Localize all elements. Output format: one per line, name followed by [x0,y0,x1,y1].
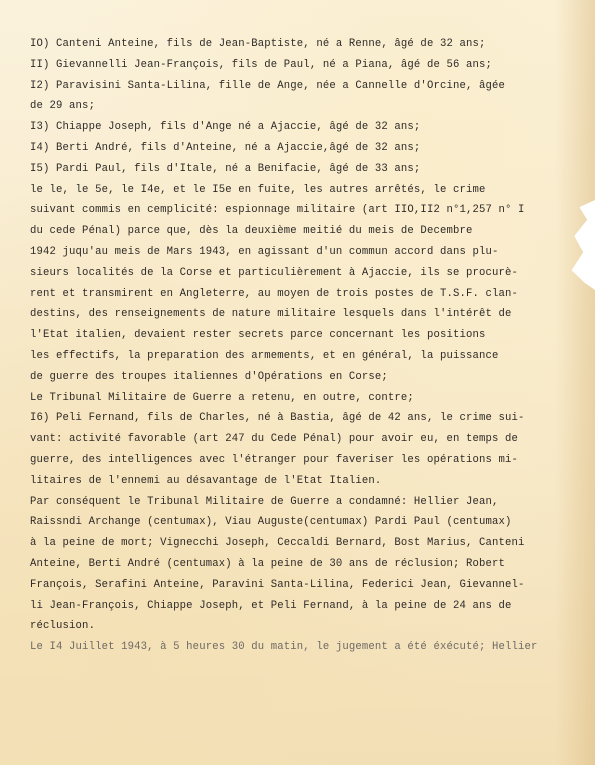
text-line-29: réclusion. [30,620,96,633]
text-line-02: II) Gievannelli Jean-François, fils de Paul, né a Piana, âgé de 56 ans; [30,58,493,71]
text-line-12: sieurs localités de la Corse et particulièrement à Ajaccie, ils se procurè- [30,266,519,279]
text-line-24: Raissndi Archange (centumax), Viau Auguste(centumax) Pardi Paul (centumax) [30,516,512,529]
text-line-19: I6) Peli Fernand, fils de Charles, né à Bastia, âgé de 42 ans, le crime sui- [30,412,525,425]
text-line-20: vant: activité favorable (art 247 du Cede Pénal) pour avoir eu, en temps de [30,433,519,446]
text-line-25: à la peine de mort; Vignecchi Joseph, Ceccaldi Bernard, Bost Marius, Canteni [30,537,525,550]
text-line-04: de 29 ans; [30,100,96,113]
text-line-26: Anteine, Berti André (centumax) à la peine de 30 ans de réclusion; Robert [30,557,506,570]
text-line-23: Par conséquent le Tribunal Militaire de Guerre a condamné: Hellier Jean, [30,495,499,508]
text-line-16: les effectifs, la preparation des armements, et en général, la puissance [30,349,499,362]
text-line-27: François, Serafini Anteine, Paravini Santa-Lilina, Federici Jean, Gievannel- [30,578,525,591]
text-line-01: IO) Canteni Anteine, fils de Jean-Baptiste, né a Renne, âgé de 32 ans; [30,38,486,50]
text-line-03: I2) Paravisini Santa-Lilina, fille de Ange, née a Cannelle d'Orcine, âgée [30,79,506,92]
text-line-18: Le Tribunal Militaire de Guerre a retenu, en outre, contre; [30,391,414,404]
document-body [30,34,570,658]
text-line-22: litaires de l'ennemi au désavantage de l'Etat Italien. [30,474,382,487]
text-line-15: l'Etat italien, devaient rester secrets parce concernant les positions [30,329,486,342]
text-line-07: I5) Pardi Paul, fils d'Itale, né a Benifacie, âgé de 33 ans; [30,162,421,175]
text-line-08: le le, le 5e, le I4e, et le I5e en fuite, les autres arrêtés, le crime [30,183,486,196]
text-line-13: rent et transmirent en Angleterre, au moyen de trois postes de T.S.F. clan- [30,287,519,300]
text-line-09: suivant commis en cemplicité: espionnage militaire (art IIO,II2 n°1,257 n° I [30,204,525,217]
text-line-28: li Jean-François, Chiappe Joseph, et Peli Fernand, à la peine de 24 ans de [30,599,512,612]
text-line-05: I3) Chiappe Joseph, fils d'Ange né a Ajaccie, âgé de 32 ans; [30,121,421,134]
text-line-11: 1942 juqu'au meis de Mars 1943, en agissant d'un commun accord dans plu- [30,245,499,258]
text-line-14: destins, des renseignements de nature militaire lesquels dans l'intérêt de [30,308,512,321]
text-line-06: I4) Berti André, fils d'Anteine, né a Ajaccie,âgé de 32 ans; [30,141,421,154]
text-line-21: guerre, des intelligences avec l'étranger pour faveriser les opérations mi- [30,453,519,466]
text-line-10: du cede Pénal) parce que, dès la deuxième meitié du meis de Decembre [30,225,473,238]
text-line-30: Le I4 Juillet 1943, à 5 heures 30 du matin, le jugement a été éxécuté; Hellier [30,641,538,654]
text-line-17: de guerre des troupes italiennes d'Opérations en Corse; [30,370,388,383]
